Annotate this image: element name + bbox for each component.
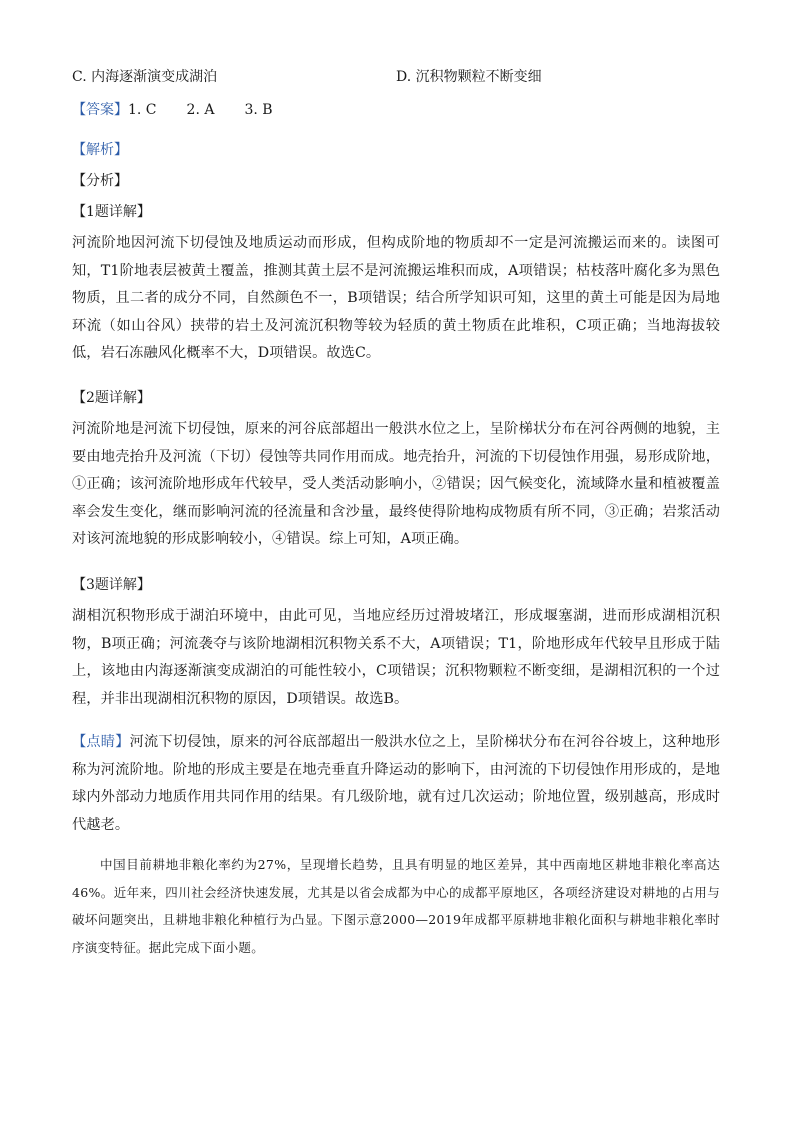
heading-jiexi: 【解析】 bbox=[72, 142, 128, 158]
answer-3: 3. B bbox=[244, 102, 273, 118]
heading-fenxi: 【分析】 bbox=[72, 173, 128, 189]
answer-2: 2. A bbox=[186, 102, 215, 118]
paragraph-q2-text: 河流阶地是河流下切侵蚀，原来的河谷底部超出一般洪水位之上，呈阶梯状分布在河谷两侧的地貌，主要由地壳抬升及河流（下切）侵蚀等共同作用而成。地壳抬升，河流的下切侵蚀作用强，易形成阶地，①正确；该河流阶地形成年代较早，受人类活动影响小，②错误；因气候变化，流域降水量和植被覆盖率会发生变化，继而影响河流的径流量和含沙量，最终使得阶地构成物质有所不同，③正确；岩浆活动对该河流地貌的形成影响较小，④错误。综上可知，A项正确。 bbox=[72, 421, 720, 547]
answer-line bbox=[72, 101, 273, 119]
paragraph-q1 bbox=[72, 230, 720, 368]
heading-q3: 【3题详解】 bbox=[72, 577, 151, 593]
paragraph-q1-text: 河流阶地因河流下切侵蚀及地质运动而形成，但构成阶地的物质却不一定是河流搬运而来的。读图可知，T1阶地表层被黄土覆盖，推测其黄土层不是河流搬运堆积而成，A项错误；枯枝落叶腐化多为黑色物质，且二者的成分不同，自然颜色不一，B项错误；结合所学知识可知，这里的黄土可能是因为局地环流（如山谷风）挟带的岩土及河流沉积物等较为轻质的黄土物质在此堆积，C项正确；当地海拔较低，岩石冻融风化概率不大，D项错误。故选C。 bbox=[72, 235, 720, 361]
paragraph-q3 bbox=[72, 603, 720, 713]
heading-dianjing: 【点睛】 bbox=[72, 734, 130, 750]
option-d: D. 沉积物颗粒不断变细 bbox=[396, 69, 542, 85]
heading-q2: 【2题详解】 bbox=[72, 390, 151, 406]
paragraph-q3-text: 湖相沉积物形成于湖泊环境中，由此可见，当地应经历过滑坡堵江，形成堰塞湖，进而形成湖相沉积物，B项正确；河流袭夺与该阶地湖相沉积物关系不大，A项错误；T1，阶地形成年代较早且形成于陆上，该地由内海逐渐演变成湖泊的可能性较小，C项错误；沉积物颗粒不断变细，是湖相沉积的一个过程，并非出现湖相沉积物的原因，D项错误。故选B。 bbox=[72, 608, 720, 707]
paragraph-dianjing bbox=[72, 729, 720, 839]
answer-1: 1. C bbox=[128, 102, 157, 118]
paragraph-q2 bbox=[72, 416, 720, 554]
next-question-text: 中国目前耕地非粮化率约为27%，呈现增长趋势，且具有明显的地区差异，其中西南地区耕地非粮化率高达46%。近年来，四川社会经济快速发展，尤其是以省会成都为中心的成都平原地区，各项经济建设对耕地的占用与破坏问题突出，且耕地非粮化种植行为凸显。下图示意2000—2019年成都平原耕地非粮化面积与耕地非粮化率时序演变特征。据此完成下面小题。 bbox=[72, 857, 720, 955]
paragraph-dianjing-text: 河流下切侵蚀，原来的河谷底部超出一般洪水位之上，呈阶梯状分布在河谷谷坡上，这种地形称为河流阶地。阶地的形成主要是在地壳垂直升降运动的影响下，由河流的下切侵蚀作用形成的，是地球内外部动力地质作用共同作用的结果。有几级阶地，就有过几次运动；阶地位置，级别越高，形成时代越老。 bbox=[72, 734, 720, 833]
answer-label: 【答案】 bbox=[72, 102, 128, 118]
option-c: C. 内海逐渐演变成湖泊 bbox=[72, 69, 218, 85]
next-question-stem bbox=[72, 851, 720, 961]
heading-q1: 【1题详解】 bbox=[72, 204, 151, 220]
